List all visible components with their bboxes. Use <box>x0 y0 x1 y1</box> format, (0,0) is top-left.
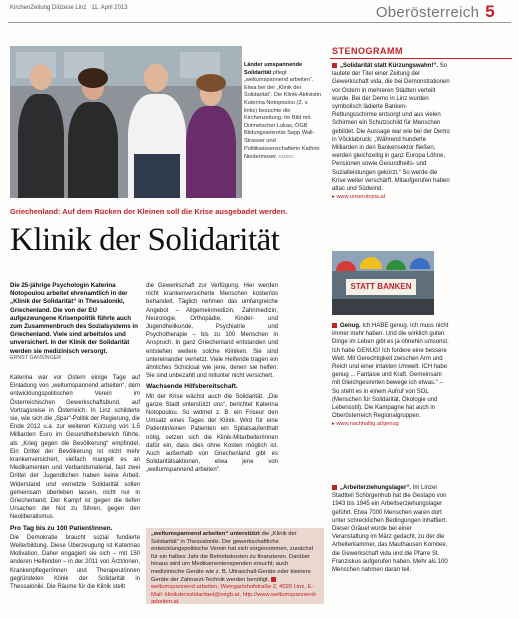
stenogramm-item-1 <box>332 62 450 201</box>
demo-sign: STATT BANKEN <box>346 279 416 295</box>
item2-title: Genug. <box>340 323 361 329</box>
item1-text: So lautete der Titel einer Zeitung der Gewerkschaft vida, die bei Demonstrationen vor Ostern in mehreren Städten verteilt wurde. Bei der Demo in Linz wurden symbolisch lädierte Banken-Rettungsschirme entsorgt und aus vielen Schirmen ein Schutzschild für Menschen gebildet. Die Aussage war wie bei der Demo in Vöcklabruck: „Während hunderte Milliarden in den Bankensektor fließen, werden gleichzeitig in ganz Europa Löhne, Pensionen sowie Gesundheits- und Sozialleistungen gekürzt.“ So werde die Krise weiter verschärft. Mitaufgerufen haben attac und Südwind. <box>332 63 450 193</box>
header-paper <box>10 5 128 11</box>
page-number: 5 <box>485 2 495 21</box>
info-box <box>146 528 324 604</box>
info-contact: weltumspannend arbeiten, Weingartshofstraße 2, 4020 Linz, E-Mail: klinikdersolidaritaet@oegb.at, <box>151 584 314 598</box>
item2-url: www.nachhaltig.at/genug <box>336 421 399 428</box>
caption-text: pflegt „weltumspannend arbeiten“. Etwa bei der „Klinik der Solidarität“. Die Klinik-Aktivistin Katerina Notopoulou (2. v. links) besuchte die Kirchenzeitung. Im Bild mit Dolmetscher Lukas, ÖGB Bildungssekretär Sepp Wall-Strasser und Politikwissenschafterin Kathrin Niedermoser. <box>244 69 322 161</box>
column-2 <box>146 282 278 475</box>
col2-subheading: Wachsende Hilfsbereitschaft. <box>146 383 238 391</box>
item3-title: „Arbeiterziehungslager“. <box>340 485 412 491</box>
stenogramm-divider <box>330 58 512 59</box>
red-subtitle: Griechenland: Auf dem Rücken der Kleinen soll die Krise ausgebadet werden. <box>10 207 288 216</box>
caption-title: Länder umspannende Solidarität <box>244 62 303 76</box>
col1-subheading: Pro Tag bis zu 100 Patient/innen. <box>10 524 113 532</box>
demo-photo <box>332 251 434 315</box>
col2-body-2: Mit der Krise wächst auch die Solidarität. „Die ganze Stadt unterstützt uns“, berichtet Katerina Notopoulou. So widmet z. B. ein Friseur den Umsatz eines Tages der Klinik. Wird für eine Patientin/einen Patienten ein Spitalsaufenthalt nötig, setzen sich die Klinik-Mitarbeiter/innen dafür ein, dass dies ohne Kosten möglich ist. Auch außerhalb von Griechenland gibt es Solidaritätsaktionen, etwa jene von „weltumspannend arbeiten“. <box>146 393 278 474</box>
bullet-icon <box>332 323 337 328</box>
paper-name: KirchenZeitung Diözese Linz <box>10 5 87 11</box>
bullet-icon <box>332 485 337 490</box>
region-label: Oberösterreich <box>375 4 480 21</box>
header-divider <box>8 22 511 23</box>
column-1 <box>10 374 140 591</box>
item1-url: www.unserutopia.at <box>336 194 386 201</box>
info-text: die „Klinik der Solidarität“ in Thessaloniki. Der gewerkschaftliche entwicklungspolitische Verein hat sich vorgenommen, zunächst für ein halbes Jahr die Betriebskosten zu finanzieren. Darüber hinaus wird um Medikamentenspenden ersucht; auch medizinische Geräte wie z. B. Ultraschall-Geräte oder kleinere Geräte der Zahnarzt-Technik werden benötigt. <box>151 531 314 583</box>
byline: ERNST GANSINGER <box>10 355 62 361</box>
info-title: „weltumspannend arbeiten“ unterstützt <box>151 531 260 537</box>
stenogramm-item-3 <box>332 484 450 574</box>
item1-title: „Solidarität statt Kürzungswahn!“. <box>340 63 439 69</box>
bullet-icon <box>332 63 337 68</box>
item2-text: Ich HABE genug. Ich muss nicht immer mehr haben. Und die wirklich guten Dinge im Leben gibt es ja ohnehin umsonst. Ich habe GENUG! Ich fordere eine bessere Welt. Mit Gerechtigkeit zwischen Arm und Reich und einer intakten Umwelt. ICH habe genug ... Fantasie und Kraft. Gemeinsam mit Gleichgesinnten bewege ich etwas.“ – So steht es in einem Aufruf von SOL (Menschen für Solidarität, Ökologie und Lebensstil). Die Kampagne hat auch in Oberösterreich Regionalgruppen. <box>332 323 449 420</box>
bullet-icon <box>271 577 276 582</box>
caption-credit: KIZ/EG <box>278 154 294 160</box>
group-photo <box>10 46 242 198</box>
photo-caption <box>244 62 322 162</box>
issue-date: 11. April 2013 <box>91 5 128 11</box>
article-lead: Die 25-jährige Psychologin Katerina Notopoulou arbeitet ehrenamtlich in der „Klinik der Solidarität“ in Thessaloniki, Griechenland. Die von der EU aufgezwungene Krisenpolitik führte auch zum Zusammenbruch des Sozialsystems in Griechenland. Viele sind arbeitslos und unversichert. In der Klinik der Solidarität werden sie medizinisch versorgt. <box>10 282 138 355</box>
item1-url-link[interactable]: ▸ www.unserutopia.at <box>332 194 386 201</box>
col1-body-2: Die Demokratie braucht sozial fundierte Weiterbildung. Diese Überzeugung ist Katerinas Motivation. Daher engagiert sie sich – mit 150 anderen Helfenden – in der 2011 von Ärzt/innen, Krankenpfleger/innen und Therapeut/innen gegründeten Klinik der Solidarität in Thessaloniki. Die Räume für die Klinik stellt <box>10 534 140 591</box>
col1-body: Katerina war vor Ostern einige Tage auf Einladung von „weltumspannend arbeiten“, dem entwicklungspolitischen Verein im Österreichischen Gewerkschaftsbund, auf Vortragsreise in Österreich. In Linz schilderte sie, wie sich die „Spar“-Politik der Regierung, die Ende 2012 u.a. zur weiteren Kürzung von 1,5 Milliarden Euro im Gesundheitsbereich führte, als „Krieg gegen die Bevölkerung“ empfindet. Ein Drittel der Bevölkerung ist nicht mehr krankenversichert, vielfach mangelt es an Medikamenten und Verbandsmaterial, fast zwei Drittel der Jugendlichen haben keine Arbeit. Widerstand und vernetzte Solidarität sollen gemeinsam überleben lassen, nicht nur in Griechenland. Der Kampf ist gegen die tiefen Ursachen der Not zu führen, gegen den Neoliberalismus. <box>10 375 140 521</box>
stenogramm-item-2 <box>332 322 450 429</box>
item3-text: Im Linzer Stadtteil Schörgenhub hat die Gestapo von 1943 bis 1945 ein Arbeitserziehungslager geführt. Etwa 7000 Menschen waren dort unter schrecklichen Bedingungen inhaftiert. Dieser Gräuel wurde bei einer Veranstaltung im März gedacht, zu der die Arbeiterkammer, das Mauthausen Komitee, die Gewerkschaft vida und die Pfarre St. Franziskus aufgerufen haben. Mehr als 100 Menschen nahmen daran teil. <box>332 485 448 574</box>
info-url-link[interactable]: http://www.weltumspannend-arbeiten.at <box>151 591 317 606</box>
stenogramm-heading: STENOGRAMM <box>332 46 403 56</box>
col2-body: die Gewerkschaft zur Verfügung. Hier werden nicht krankenversicherte Menschen kostenlos behandelt. Täglich nehmen das umfangreiche Angebot – Allgemeinmedizin, Zahnmedizin, Neurologie, Orthopädie, Kinder- und Jugendheilkunde, Psychiatrie und Psychotherapie – bis zu 100 Menschen in Anspruch. In ganz Griechenland entstanden und entstehen weitere solche Kliniken. Sie sind untereinander vernetzt. Viele Helfende tragen ein ähnliches Schicksal wie jene, denen sie helfen: Sie sind unbezahlt und mitunter nicht versichert. <box>146 283 278 380</box>
item2-url-link[interactable]: ▸ www.nachhaltig.at/genug <box>332 421 399 428</box>
article-title: Klinik der Solidarität <box>10 222 280 258</box>
header-region <box>376 2 495 22</box>
